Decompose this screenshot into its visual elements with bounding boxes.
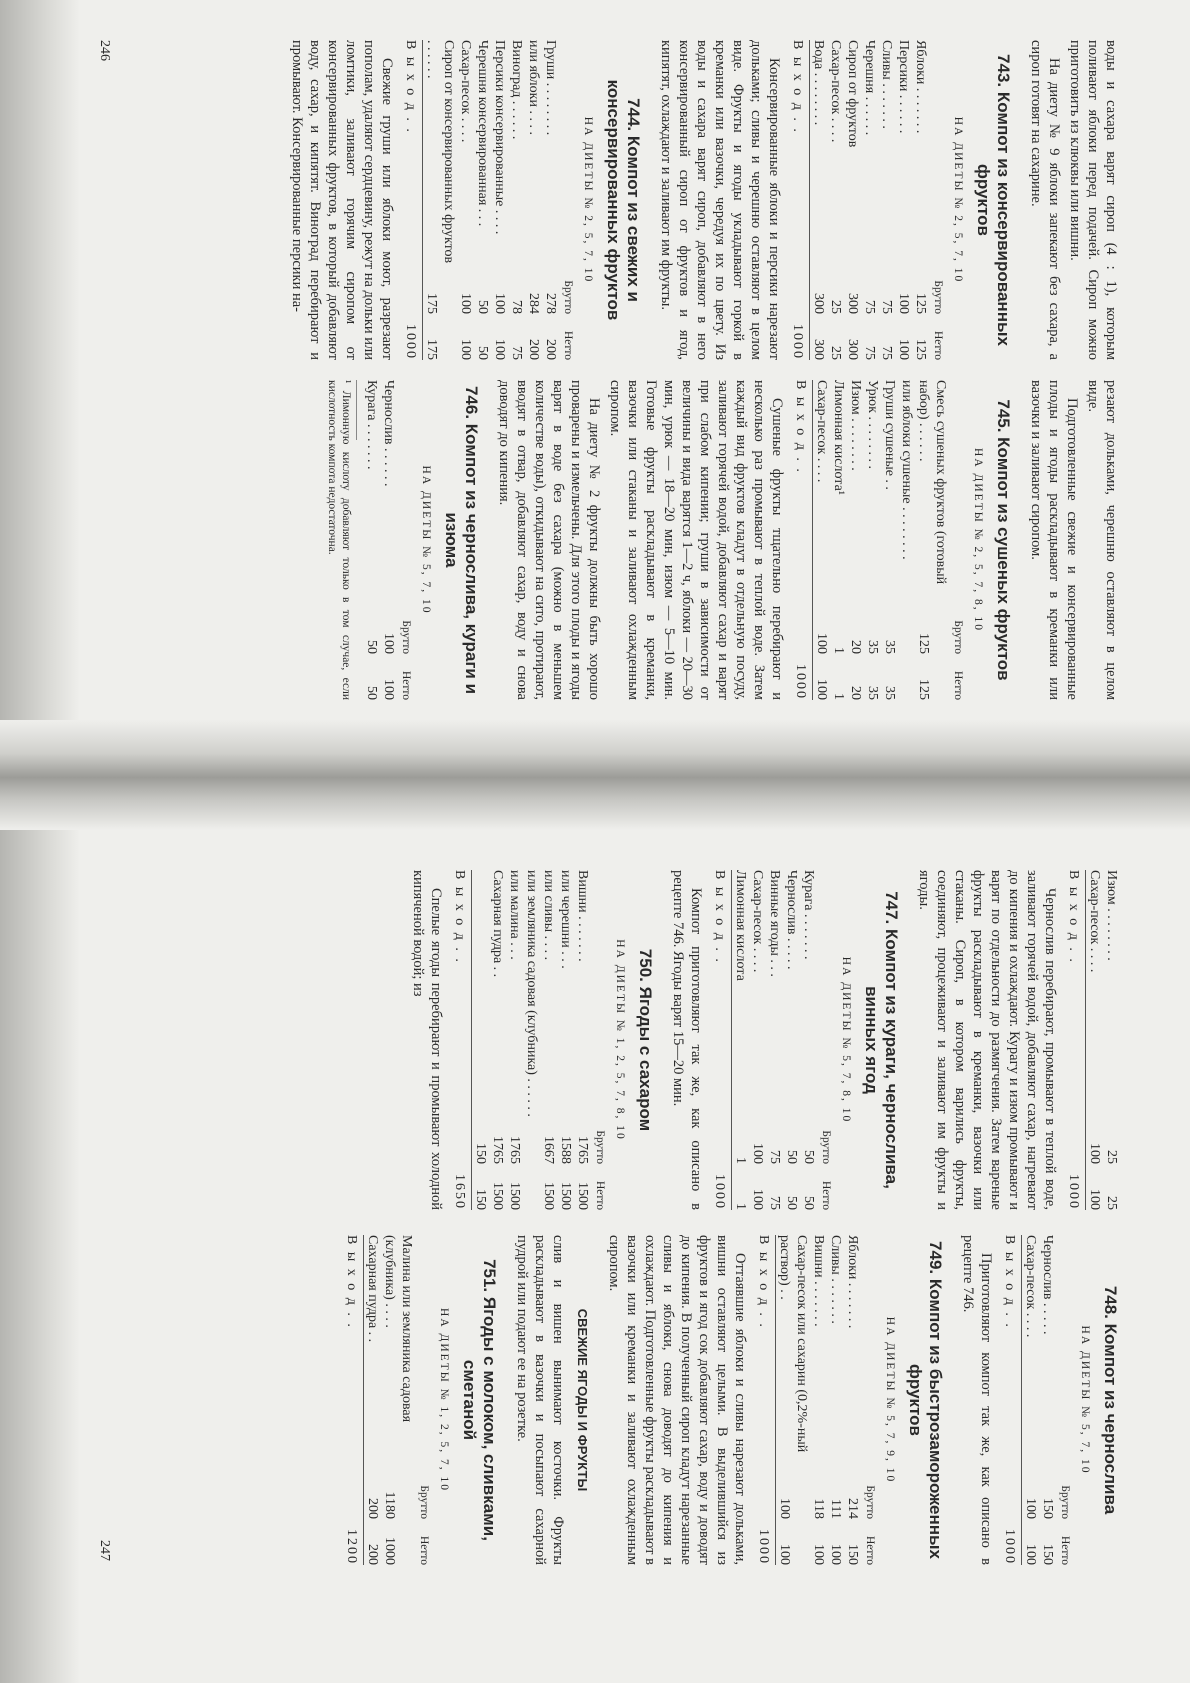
table-row: Вишни . . . . . . . 118 100: [811, 1235, 826, 1565]
table-row: Сахарная пудра . . 1765 1500: [490, 870, 505, 1210]
output-row: В ы х о д . . 1000: [755, 1235, 776, 1565]
intro-paragraph: На диету № 9 яблоки запекают без сахара, а сироп готовят на сахарине.: [1028, 40, 1062, 360]
table-row: Чернослив . . . . . 50 50: [784, 870, 799, 1210]
ingredients-table: [343, 1235, 433, 1565]
table-row: Сахар-песок . . . . 100 100: [750, 870, 765, 1210]
page-number: 246: [97, 40, 112, 61]
table-row: Сахарная пудра . . 200 200: [365, 1235, 380, 1565]
netto-header: Нетто: [400, 670, 412, 700]
diet-label: НА ДИЕТЫ № 1, 2, 5, 7, 8, 10: [614, 939, 626, 1141]
table-row: Сливы . . . . . . . 75 75: [879, 40, 894, 360]
table-row: Персики консервированные . . . . 100 100: [492, 40, 507, 360]
table-row: Черешня консервированная . . . 50 50: [475, 40, 490, 360]
table-row: Сахар-песок . . . . 25 25: [828, 40, 843, 360]
brutto-header: Брутто: [594, 1130, 606, 1164]
left-column-1: [285, 40, 1120, 360]
diet-label: НА ДИЕТЫ № 2, 5, 7, 8, 10: [972, 448, 984, 632]
ingredients-table: [402, 40, 577, 360]
output-row: В ы х о д . . 1000: [711, 870, 732, 1210]
recipe-text: Компот приготовляют так же, как описано в рецепте 746. Ягоды варят 15—20 мин.: [670, 870, 704, 1210]
netto-header: Нетто: [932, 330, 944, 360]
brutto-header: Брутто: [562, 280, 574, 314]
left-page: [86, 0, 1176, 720]
table-row: Сахар-песок . . . . 100 100: [814, 380, 829, 700]
output-row: В ы х о д . . 1200: [343, 1235, 364, 1565]
netto-header: Нетто: [820, 1180, 832, 1210]
ingredients-table: [1065, 870, 1120, 1210]
ingredients-table: [711, 870, 835, 1210]
recipe-text: Сушеные фрукты тщательно перебирают и несколько раз промывают в теплой воде. Затем каждый вид фруктов кладут в отдельную посуду, заливают горячей водой, добавляют сахар и варят при слабом кипении; груши в зависимости от величины и вида варятся 1—2 ч, яблоки — 20—30 мин, урюк — 18—20 мин, изюм — 5—10 мин. Готовые фрукты раскладывают в креманки, вазочки или стаканы и заливают охлажденным сиропом.: [607, 380, 785, 700]
right-page: [86, 840, 1176, 1683]
table-row: или яблоки . . . . 284 200: [526, 40, 541, 360]
brutto-header: Брутто: [1059, 1485, 1071, 1519]
table-row: Лимонная кислота 1 1: [733, 870, 748, 1210]
table-row: или черешни . . . 1588 1500: [558, 870, 573, 1210]
footnote: ¹ Лимонную кислоту добавляют только в том случае, если кислотность компота недостаточна.: [326, 380, 352, 700]
brutto-header: Брутто: [932, 280, 944, 314]
right-column-1: [406, 870, 1120, 1210]
ingredients-table: [363, 380, 415, 700]
table-row: Курага . . . . . . . 50 50: [364, 380, 379, 700]
diet-label: НА ДИЕТЫ № 5, 7, 9, 10: [884, 1316, 896, 1484]
ingredients-table: [755, 1235, 879, 1565]
table-row: Груши . . . . . . . . 278 200: [543, 40, 558, 360]
recipe-title: 747. Компот из кураги, чернослива, винных ягод: [862, 891, 901, 1189]
diet-label: НА ДИЕТЫ № 2, 5, 7, 10: [582, 116, 594, 284]
table-row: Сливы . . . . . . . 111 100: [828, 1235, 843, 1565]
section-heading: СВЕЖИЕ ЯГОДЫ И ФРУКТЫ: [575, 1308, 590, 1492]
table-row: Груши сушеные . . 35 35: [882, 380, 897, 700]
intro-paragraph: Подготовленные свежие и консервированные плоды и ягоды раскладывают в креманки или вазочки и заливают сиропом.: [1028, 380, 1080, 700]
table-row: Смесь сушеных фруктов (готовый набор) . . . . . . 125 125: [916, 380, 948, 700]
table-row: Урюк . . . . . . . . 35 35: [865, 380, 880, 700]
recipe-title: 744. Компот из свежих и консервированных фруктов: [604, 79, 643, 321]
diet-label: НА ДИЕТЫ № 5, 7, 10: [420, 465, 432, 615]
recipe-text: Спелые ягоды перебирают и промывают холодной кипяченой водой; из: [410, 870, 444, 1210]
recipe-title: 743. Компот из консервированных фруктов: [974, 54, 1013, 346]
output-row: В ы х о д . . 1000: [789, 40, 810, 360]
brutto-header: Брутто: [418, 1485, 430, 1519]
diet-label: НА ДИЕТЫ № 5, 7, 8, 10: [840, 956, 852, 1124]
page-number: 247: [97, 1540, 112, 1561]
table-row: Лимонная кислота¹ 1 1: [831, 380, 846, 700]
ingredients-table: [792, 380, 967, 700]
table-row: Виноград . . . . . . 78 75: [509, 40, 524, 360]
table-row: Изюм . . . . . . . . 20 20: [848, 380, 863, 700]
output-row: В ы х о д . . 1000: [1065, 870, 1086, 1210]
table-row: Вишни . . . . . . . 1765 1500: [575, 870, 590, 1210]
diet-label: НА ДИЕТЫ № 2, 5, 7, 10: [952, 116, 964, 284]
recipe-text: Свежие груши или яблоки моют, разрезают пополам, удаляют сердцевину, режут на дольки или ломтики, заливают горячим сиропом от консервированных фруктов, в который добавляют воду, сахар, и кипятят. Виноград перебирают и промывают. Консервированные персики на-: [289, 40, 395, 361]
ingredients-table: [451, 870, 609, 1210]
brutto-header: Брутто: [820, 1130, 832, 1164]
recipe-title: 745. Компот из сушеных фруктов: [994, 399, 1013, 681]
output-row: В ы х о д . . 1650: [451, 870, 472, 1210]
brutto-header: Брутто: [400, 620, 412, 654]
page-edge: [0, 0, 80, 1683]
brutto-header: Брутто: [952, 620, 964, 654]
recipe-title: 746. Компот из чернослива, кураги и изюма: [442, 385, 481, 695]
book-gutter: [0, 720, 1190, 830]
table-row: или яблоки сушеные . . . . . . . .: [899, 380, 914, 560]
netto-header: Нетто: [594, 1180, 606, 1210]
ingredients-table: [1001, 1235, 1074, 1565]
table-row: Изюм . . . . . . . . 25 25: [1104, 870, 1119, 1210]
diet-label: НА ДИЕТЫ № 5, 7, 10: [1079, 1325, 1091, 1475]
recipe-title: 748. Компот из чернослива: [1101, 1285, 1120, 1515]
netto-header: Нетто: [418, 1535, 430, 1565]
table-row: Сахар-песок . . . . 100 100: [1023, 1235, 1038, 1565]
output-row: В ы х о д . . 1000: [792, 380, 813, 700]
intro-paragraph: резают дольками, черешню оставляют в целом виде.: [1085, 380, 1119, 700]
brutto-header: Брутто: [864, 1485, 876, 1519]
table-row: Малина или земляника садовая (клубника) . . . . 1180 1000: [382, 1235, 414, 1565]
table-row: Курага . . . . . . . 50 50: [801, 870, 816, 1210]
recipe-text: На диету № 2 фрукты должны быть хорошо проварены и измельчены. Для этого плоды и ягоды варят в воде без сахара (можно в меньшем количестве воды), откидывают на сито, протирают, вводят в отвар, добавляют сахар, воду и снова доводят до кипения.: [496, 380, 602, 700]
footnote-rule: [356, 380, 357, 440]
recipe-text: Консервированные яблоки и персики нарезают дольками; сливы и черешню оставляют в целом виде. Фрукты и ягоды укладывают горкой в креманки или вазочки, чередуя их по цвету. Из воды и сахара варят сироп, добавляют в него консервированный сироп от фруктов и ягод, кипятят, охлаждают и заливают им фрукты.: [658, 40, 782, 360]
table-row: Персики . . . . . . 100 100: [896, 40, 911, 360]
netto-header: Нетто: [864, 1535, 876, 1565]
recipe-title: 749. Компот из быстрозамороженных фруктов: [906, 1241, 945, 1559]
table-row: Вода . . . . . . . . 300 300: [811, 40, 826, 360]
table-row: или сливы . . . . 1667 1500: [541, 870, 556, 1210]
left-column-2: [322, 380, 1120, 700]
table-row: Винные ягоды . . . 75 75: [767, 870, 782, 1210]
table-row: или земляника садовая (клубника) . . . . . .: [524, 870, 539, 1117]
recipe-text: Чернослив перебирают, промывают в теплой воде, заливают горячей водой, добавляют сахар, нагревают до кипения и охлаждают. Курагу и изюм промывают и варят по отдельности до размягчения. Затем вареные фрукты раскладывают в креманки, вазочки или стаканы. Сироп, в котором варились фрукты, соединяют, процеживают и заливают им фрукты и ягоды.: [916, 870, 1058, 1210]
recipe-text: Оттаявшие яблоки и сливы нарезают дольками, вишни оставляют целыми. В выделившийся из фруктов и ягод сок добавляют сахар, воду и доводят до кипения. В полученный сироп кладут нарезанные сливы и яблоки, снова доводят до кипения и охлаждают. Подготовленные фрукты раскладывают в вазочки или креманки и заливают охлажденным сиропом.: [606, 1235, 748, 1565]
recipe-title: 750. Ягоды с сахаром: [636, 948, 655, 1132]
netto-header: Нетто: [562, 330, 574, 360]
right-column-2: [343, 1235, 1120, 1565]
table-row: Яблоки . . . . . . . 125 125: [913, 40, 928, 360]
ingredients-table: [789, 40, 947, 360]
table-row: Сахар-песок . . . . 100 100: [458, 40, 473, 360]
table-row: Сироп от фруктов 300 300: [845, 40, 860, 360]
table-row: Сахар-песок или сахарин (0,2%-ный раствор) . . 100 100: [777, 1235, 809, 1565]
table-row: Чернослив . . . . . . 100 100: [381, 380, 396, 700]
recipe-text: Приготовляют компот так же, как описано в рецепте 746.: [960, 1235, 994, 1565]
table-row: Сахар-песок . . . . 100 100: [1087, 870, 1102, 1210]
table-row: Черешня . . . . . . 75 75: [862, 40, 877, 360]
table-row: или малина . . . 1765 1500: [507, 870, 522, 1210]
output-row: В ы х о д . . 1000: [1001, 1235, 1022, 1565]
recipe-text: слив и вишен вынимают косточки. Фрукты раскладывают в вазочки и посыпают сахарной пудрой или подают ее на розетке.: [514, 1235, 566, 1565]
table-row: Чернослив . . . . . 150 150: [1040, 1235, 1055, 1565]
diet-label: НА ДИЕТЫ № 1, 2, 5, 7, 10: [438, 1308, 450, 1492]
intro-paragraph: воды и сахара варят сироп (4 : 1), которым поливают яблоки перед подачей. Сироп можно приготовить из клюквы или вишни.: [1067, 40, 1119, 360]
table-row: Сироп от консервированных фруктов . . . . . . 175 175: [424, 40, 456, 360]
netto-header: Нетто: [952, 670, 964, 700]
table-row: 150 150: [473, 1143, 488, 1210]
netto-header: Нетто: [1059, 1535, 1071, 1565]
table-row: Яблоки . . . . . . . 214 150: [845, 1235, 860, 1565]
recipe-title: 751. Ягоды с молоком, сливками, сметаной: [460, 1259, 499, 1541]
output-row: В ы х о д . . 1000: [402, 40, 423, 360]
